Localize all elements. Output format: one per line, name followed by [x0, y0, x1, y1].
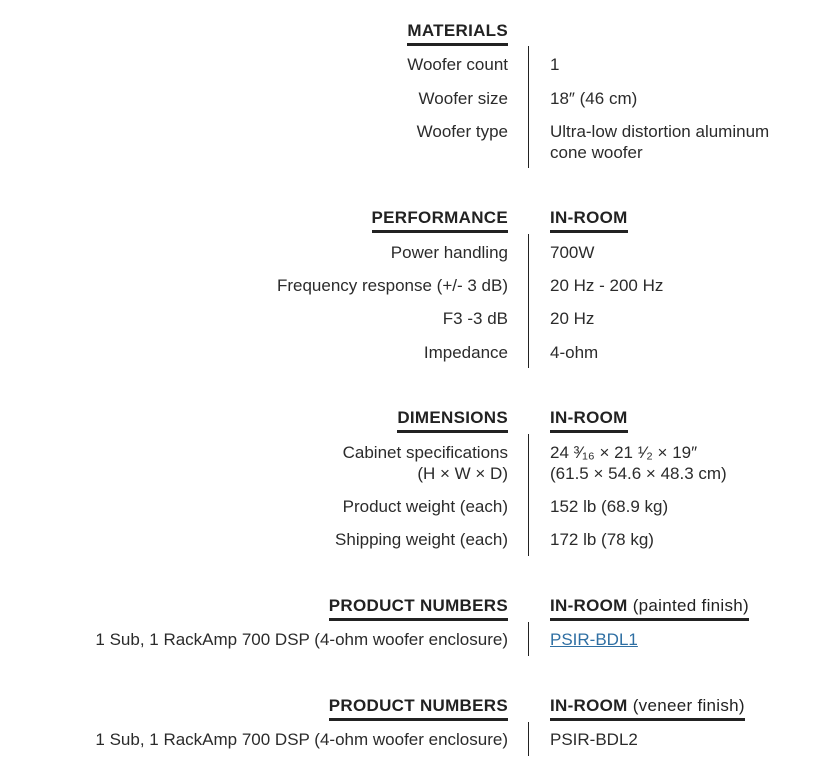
product-numbers-col-header [550, 695, 745, 721]
col-header-label: IN-ROOM [550, 696, 628, 715]
spec-value: 1 [550, 55, 560, 74]
spec-value: 18″ (46 cm) [550, 89, 638, 108]
spec-label: 1 Sub, 1 RackAmp 700 DSP (4-ohm woofer enclosure) [95, 730, 508, 749]
spec-value-line1: 24 ³⁄₁₆ × 21 ¹⁄₂ × 19″ [550, 443, 698, 462]
spec-value [550, 442, 727, 484]
materials-header: MATERIALS [407, 20, 508, 46]
product-numbers-header: PRODUCT NUMBERS [329, 595, 508, 621]
spec-value: 20 Hz - 200 Hz [550, 276, 664, 295]
spec-value-line2: (61.5 × 54.6 × 48.3 cm) [550, 464, 727, 483]
performance-col-header: IN-ROOM [550, 207, 628, 233]
col-header-label: IN-ROOM [550, 596, 628, 615]
spec-value-line2: cone woofer [550, 143, 643, 162]
spec-label: Woofer count [407, 55, 508, 74]
spec-label: Woofer size [418, 89, 508, 108]
spec-value: 700W [550, 243, 595, 262]
product-numbers-veneer-divider [528, 722, 529, 756]
spec-label: Impedance [423, 343, 508, 362]
performance-header: PERFORMANCE [372, 207, 508, 233]
spec-value: 172 lb (78 kg) [550, 530, 654, 549]
spec-label: Woofer type [416, 122, 508, 141]
dimensions-col-header: IN-ROOM [550, 407, 628, 433]
materials-divider [528, 46, 529, 168]
spec-value-line1: Ultra-low distortion aluminum [550, 122, 770, 141]
spec-label-line2: (H × W × D) [417, 464, 508, 483]
spec-value [550, 121, 769, 163]
product-numbers-header: PRODUCT NUMBERS [329, 695, 508, 721]
spec-label: 1 Sub, 1 RackAmp 700 DSP (4-ohm woofer enclosure) [95, 630, 508, 649]
performance-divider [528, 234, 529, 368]
spec-label [343, 442, 508, 484]
product-number-link[interactable]: PSIR-BDL1 [550, 630, 638, 649]
dimensions-divider [528, 434, 529, 556]
spec-label: Product weight (each) [342, 497, 508, 516]
spec-value: 4-ohm [550, 343, 599, 362]
product-numbers-painted-divider [528, 622, 529, 656]
spec-label: Shipping weight (each) [335, 530, 508, 549]
spec-value: 20 Hz [550, 309, 595, 328]
spec-label: F3 -3 dB [442, 309, 508, 328]
spec-label: Power handling [390, 243, 508, 262]
col-header-suffix: (veneer finish) [632, 696, 745, 715]
spec-label-line1: Cabinet specifications [342, 443, 508, 462]
dimensions-header: DIMENSIONS [397, 407, 508, 433]
spec-value: 152 lb (68.9 kg) [550, 497, 669, 516]
spec-value: PSIR-BDL2 [550, 730, 638, 749]
spec-label: Frequency response (+/- 3 dB) [276, 276, 508, 295]
product-numbers-col-header [550, 595, 749, 621]
col-header-suffix: (painted finish) [632, 596, 749, 615]
